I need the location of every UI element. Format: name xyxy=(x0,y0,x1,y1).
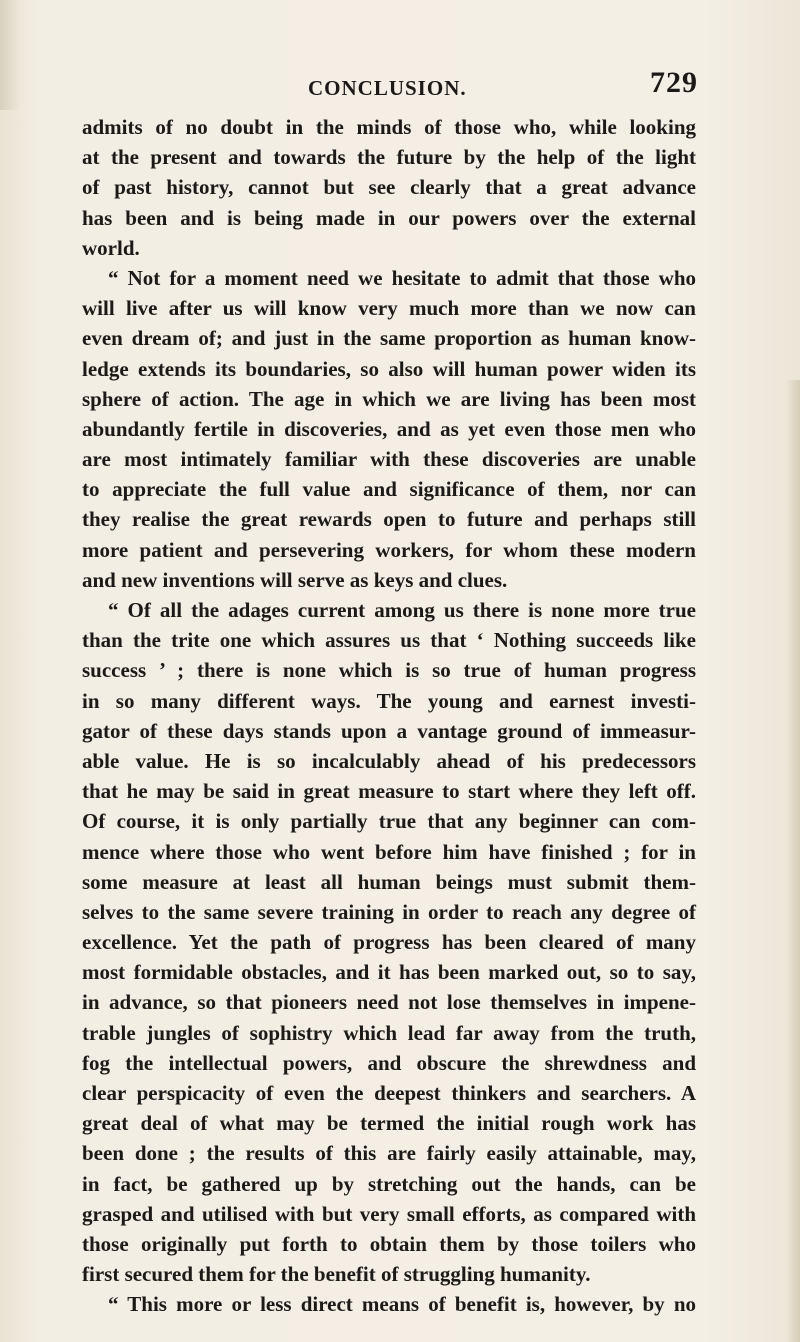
text-line: those originally put forth to obtain them by those toilers who xyxy=(82,1231,696,1256)
text-line: gator of these days stands upon a vantage ground of immeasur- xyxy=(82,718,696,743)
text-line: ledge extends its boundaries, so also will human power widen its xyxy=(82,356,696,381)
text-line: grasped and utilised with but very small efforts, as compared with xyxy=(82,1201,696,1226)
page-number: 729 xyxy=(650,66,698,99)
text-line: more patient and persevering workers, for whom these modern xyxy=(82,537,696,562)
text-line: in fact, be gathered up by stretching out the hands, can be xyxy=(82,1171,696,1196)
running-title: CONCLUSION. xyxy=(308,76,467,100)
text-line: that he may be said in great measure to start where they left off. xyxy=(82,779,696,804)
text-line: mence where those who went before him have finished ; for in xyxy=(82,839,696,864)
text-line: are most intimately familiar with these discoveries are unable xyxy=(82,447,696,472)
text-line: most formidable obstacles, and it has been marked out, so to say, xyxy=(82,960,696,985)
text-line: able value. He is so incalculably ahead of his predecessors xyxy=(82,748,696,773)
text-line: admits of no doubt in the minds of those who, while looking xyxy=(82,115,696,139)
text-line: and new inventions will serve as keys and clues. xyxy=(82,567,508,592)
text-line: in advance, so that pioneers need not lose themselves in impene- xyxy=(82,990,696,1015)
text-line: “ This more or less direct means of benefit is, however, by no xyxy=(108,1292,696,1317)
text-line: first secured them for the benefit of struggling humanity. xyxy=(82,1262,591,1287)
text-line: fog the intellectual powers, and obscure the shrewdness and xyxy=(82,1050,696,1075)
text-line: some measure at least all human beings must submit them- xyxy=(82,869,696,894)
text-line: has been and is being made in our powers over the external xyxy=(82,205,696,230)
text-line: than the trite one which assures us that ‘ Nothing succeeds like xyxy=(82,628,696,653)
text-line: they realise the great rewards open to future and perhaps still xyxy=(82,507,696,532)
text-line: clear perspicacity of even the deepest thinkers and searchers. A xyxy=(82,1081,696,1105)
page-shadow-right xyxy=(786,380,800,1342)
text-line: “ Of all the adages current among us there is none more true xyxy=(108,598,696,622)
page-shadow-left xyxy=(0,0,20,110)
text-line: abundantly fertile in discoveries, and as yet even those men who xyxy=(82,416,696,441)
text-line: been done ; the results of this are fairly easily attainable, may, xyxy=(82,1141,696,1166)
text-line: of past history, cannot but see clearly that a great advance xyxy=(82,175,696,200)
text-line: to appreciate the full value and significance of them, nor can xyxy=(82,477,696,502)
text-line: success ’ ; there is none which is so true of human progress xyxy=(82,658,696,683)
text-line: Of course, it is only partially true that any beginner can com- xyxy=(82,809,696,834)
text-line: “ Not for a moment need we hesitate to admit that those who xyxy=(108,265,696,290)
text-line: at the present and towards the future by the help of the light xyxy=(82,145,696,170)
text-line: trable jungles of sophistry which lead far away from the truth, xyxy=(82,1020,696,1045)
page-header xyxy=(78,66,698,106)
text-line: will live after us will know very much more than we now can xyxy=(82,296,696,321)
text-line: sphere of action. The age in which we are living has been most xyxy=(82,386,696,411)
text-line: selves to the same severe training in order to reach any degree of xyxy=(82,899,696,924)
text-line: world. xyxy=(82,235,140,260)
text-line: in so many different ways. The young and earnest investi- xyxy=(82,688,696,713)
body-text xyxy=(82,112,696,1320)
text-line: excellence. Yet the path of progress has been cleared of many xyxy=(82,930,696,955)
text-line: great deal of what may be termed the initial rough work has xyxy=(82,1111,696,1136)
text-line: even dream of; and just in the same proportion as human know- xyxy=(82,326,696,351)
